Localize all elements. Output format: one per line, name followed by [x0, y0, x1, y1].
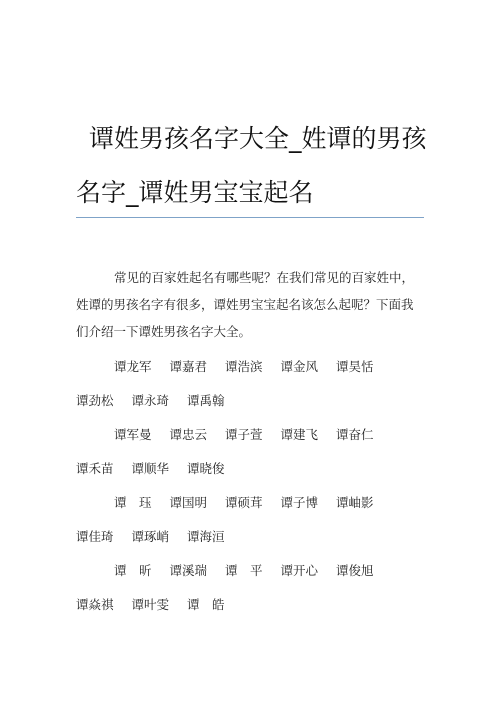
name-item: 谭建飞 [280, 427, 319, 442]
name-item: 谭劲松 [76, 393, 114, 408]
name-item: 谭晓俊 [187, 461, 225, 476]
name-item: 谭金风 [280, 359, 319, 374]
name-item: 谭奋仁 [336, 427, 374, 442]
name-row [76, 384, 426, 418]
name-item: 谭龙军 [114, 359, 152, 374]
name-row [76, 554, 426, 588]
name-row [76, 350, 426, 384]
name-item: 谭禹翰 [187, 393, 225, 408]
name-item: 谭叶雯 [131, 597, 170, 612]
name-item: 谭开心 [280, 563, 319, 578]
name-item: 谭忠云 [169, 427, 208, 442]
name-item: 谭海洹 [187, 529, 225, 544]
name-item: 谭 珏 [114, 495, 152, 510]
name-item: 谭 平 [225, 563, 263, 578]
name-item: 谭国明 [169, 495, 208, 510]
intro-line: 姓谭的男孩名字有很多，谭姓男宝宝起名该怎么起呢？下面我 [76, 297, 414, 312]
name-list [76, 350, 426, 622]
name-item: 谭焱祺 [76, 597, 114, 612]
name-row [76, 418, 426, 452]
intro-line: 常见的百家姓起名有哪些呢？在我们常见的百家姓中， [114, 270, 415, 285]
name-row [76, 588, 426, 622]
name-item: 谭嘉君 [169, 359, 208, 374]
name-item: 谭子博 [280, 495, 319, 510]
document-title [76, 112, 436, 220]
title-line-2: 名字_谭姓男宝宝起名 [76, 178, 314, 207]
name-item: 谭硕茸 [225, 495, 263, 510]
name-item: 谭佳琦 [76, 529, 114, 544]
name-item: 谭 皓 [187, 597, 225, 612]
name-item: 谭琢峭 [131, 529, 170, 544]
name-row [76, 452, 426, 486]
name-item: 谭溪瑞 [169, 563, 208, 578]
name-item: 谭昊恬 [336, 359, 374, 374]
name-item: 谭俊旭 [336, 563, 374, 578]
name-item: 谭 昕 [114, 563, 152, 578]
name-item: 谭浩滨 [225, 359, 263, 374]
intro-paragraph [76, 264, 426, 345]
name-item: 谭子萱 [225, 427, 263, 442]
name-row [76, 486, 426, 520]
intro-line: 们介绍一下谭姓男孩名字大全。 [76, 324, 252, 339]
name-item: 谭禾苗 [76, 461, 114, 476]
title-divider [76, 217, 424, 218]
name-item: 谭顺华 [131, 461, 170, 476]
title-line-1: 谭姓男孩名字大全_姓谭的男孩 [89, 124, 427, 153]
name-item: 谭岫影 [336, 495, 374, 510]
name-item: 谭永琦 [131, 393, 170, 408]
name-item: 谭军曼 [114, 427, 152, 442]
name-row [76, 520, 426, 554]
